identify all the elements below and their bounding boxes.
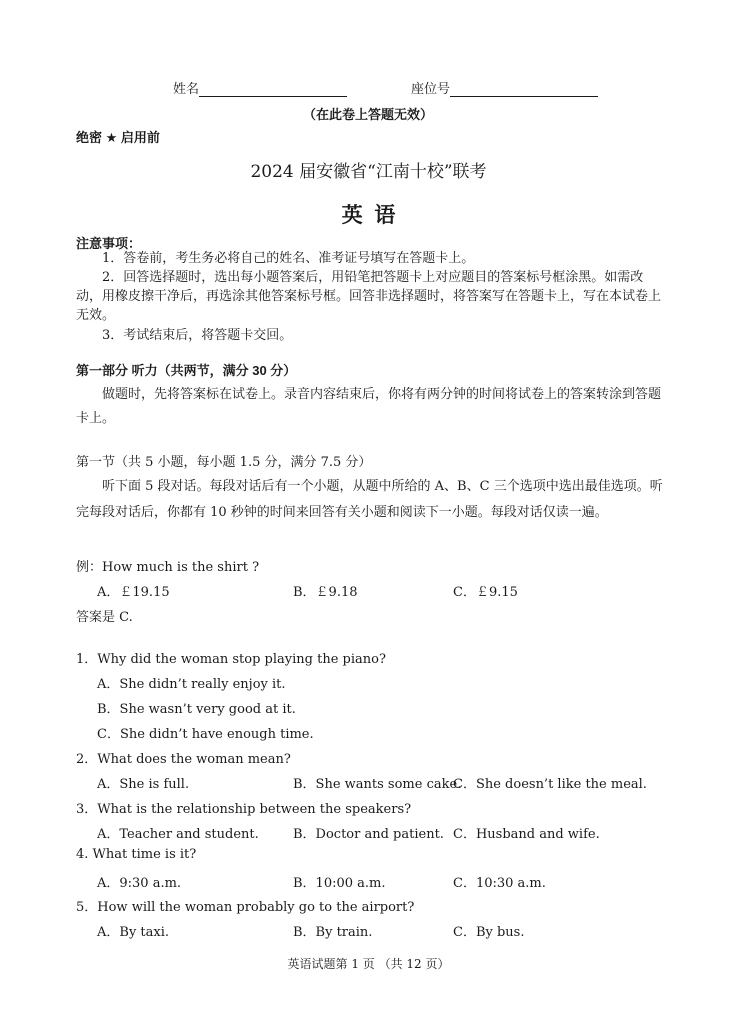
- part1-instruction: 做题时，先将答案标在试卷上。录音内容结束后，你将有两分钟的时间将试卷上的答案转涂到答题卡上。: [76, 387, 662, 426]
- question-5-text: 5．How will the woman probably go to the airport?: [76, 900, 415, 915]
- page-footer: 英语试题第 1 页 （共 12 页）: [287, 957, 450, 971]
- name-field: [173, 78, 347, 97]
- question-4-text: 4. What time is it?: [76, 847, 197, 862]
- note-item-2: 2．回答选择题时，选出每小题答案后，用铅笔把答题卡上对应题目的答案标号框涂黑。如需改动，用橡皮擦干净后，再选涂其他答案标号框。回答非选择题时，将答案写在答题卡上，写在本试卷上无效。: [76, 270, 662, 323]
- subject-title: 英 语: [341, 204, 396, 227]
- invalid-note: （在此卷上答题无效）: [303, 107, 434, 122]
- example-question: 例：How much is the shirt ?: [76, 560, 260, 575]
- question-4-option-b: B．10:00 a.m.: [293, 876, 386, 891]
- notes-heading: 注意事项：: [76, 236, 142, 251]
- question-3-option-b: B．Doctor and patient.: [293, 827, 444, 842]
- question-3-option-c: C．Husband and wife.: [453, 827, 600, 842]
- question-1-text: 1．Why did the woman stop playing the piano?: [76, 652, 386, 667]
- exam-title: 2024 届安徽省“江南十校”联考: [250, 162, 487, 182]
- example-option-c: C．￡9.15: [453, 585, 518, 600]
- question-3-option-a: A．Teacher and student.: [97, 827, 259, 842]
- secret-label: 绝密 ★ 启用前: [76, 130, 160, 145]
- example-option-b: B．￡9.18: [293, 585, 358, 600]
- seat-label: 座位号: [411, 82, 451, 97]
- question-3-text: 3．What is the relationship between the speakers?: [76, 802, 412, 817]
- name-label: 姓名: [173, 82, 200, 97]
- question-1-option-c: C．She didn’t have enough time.: [97, 727, 314, 742]
- section1-instruction: 听下面 5 段对话。每段对话后有一个小题，从题中所给的 A、B、C 三个选项中选出最佳选项。听完每段对话后，你都有 10 秒钟的时间来回答有关小题和阅读下一小题。每段对话仅读一遍。: [76, 479, 663, 520]
- question-2-option-b: B．She wants some cake.: [293, 777, 462, 792]
- question-2-text: 2．What does the woman mean?: [76, 752, 291, 767]
- question-2-option-a: A．She is full.: [97, 777, 190, 792]
- question-4-option-a: A．9:30 a.m.: [97, 876, 182, 891]
- question-4-option-c: C．10:30 a.m.: [453, 876, 546, 891]
- name-blank-line: [199, 82, 347, 97]
- question-5-option-b: B．By train.: [293, 925, 373, 940]
- seat-blank-line: [450, 82, 598, 97]
- example-answer: 答案是 C.: [76, 610, 133, 625]
- note-item-3: 3．考试结束后，将答题卡交回。: [102, 328, 293, 343]
- note-item-1: 1．答卷前，考生务必将自己的姓名、准考证号填写在答题卡上。: [102, 251, 475, 266]
- part1-heading: 第一部分 听力（共两节，满分 30 分）: [76, 363, 297, 378]
- question-1-option-a: A．She didn’t really enjoy it.: [97, 677, 286, 692]
- question-5-option-c: C．By bus.: [453, 925, 525, 940]
- section1-heading: 第一节（共 5 小题，每小题 1.5 分，满分 7.5 分）: [76, 455, 372, 470]
- question-5-option-a: A．By taxi.: [97, 925, 170, 940]
- question-1-option-b: B．She wasn’t very good at it.: [97, 702, 296, 717]
- example-option-a: A．￡19.15: [97, 585, 170, 600]
- question-2-option-c: C．She doesn’t like the meal.: [453, 777, 647, 792]
- seat-field: [411, 78, 598, 97]
